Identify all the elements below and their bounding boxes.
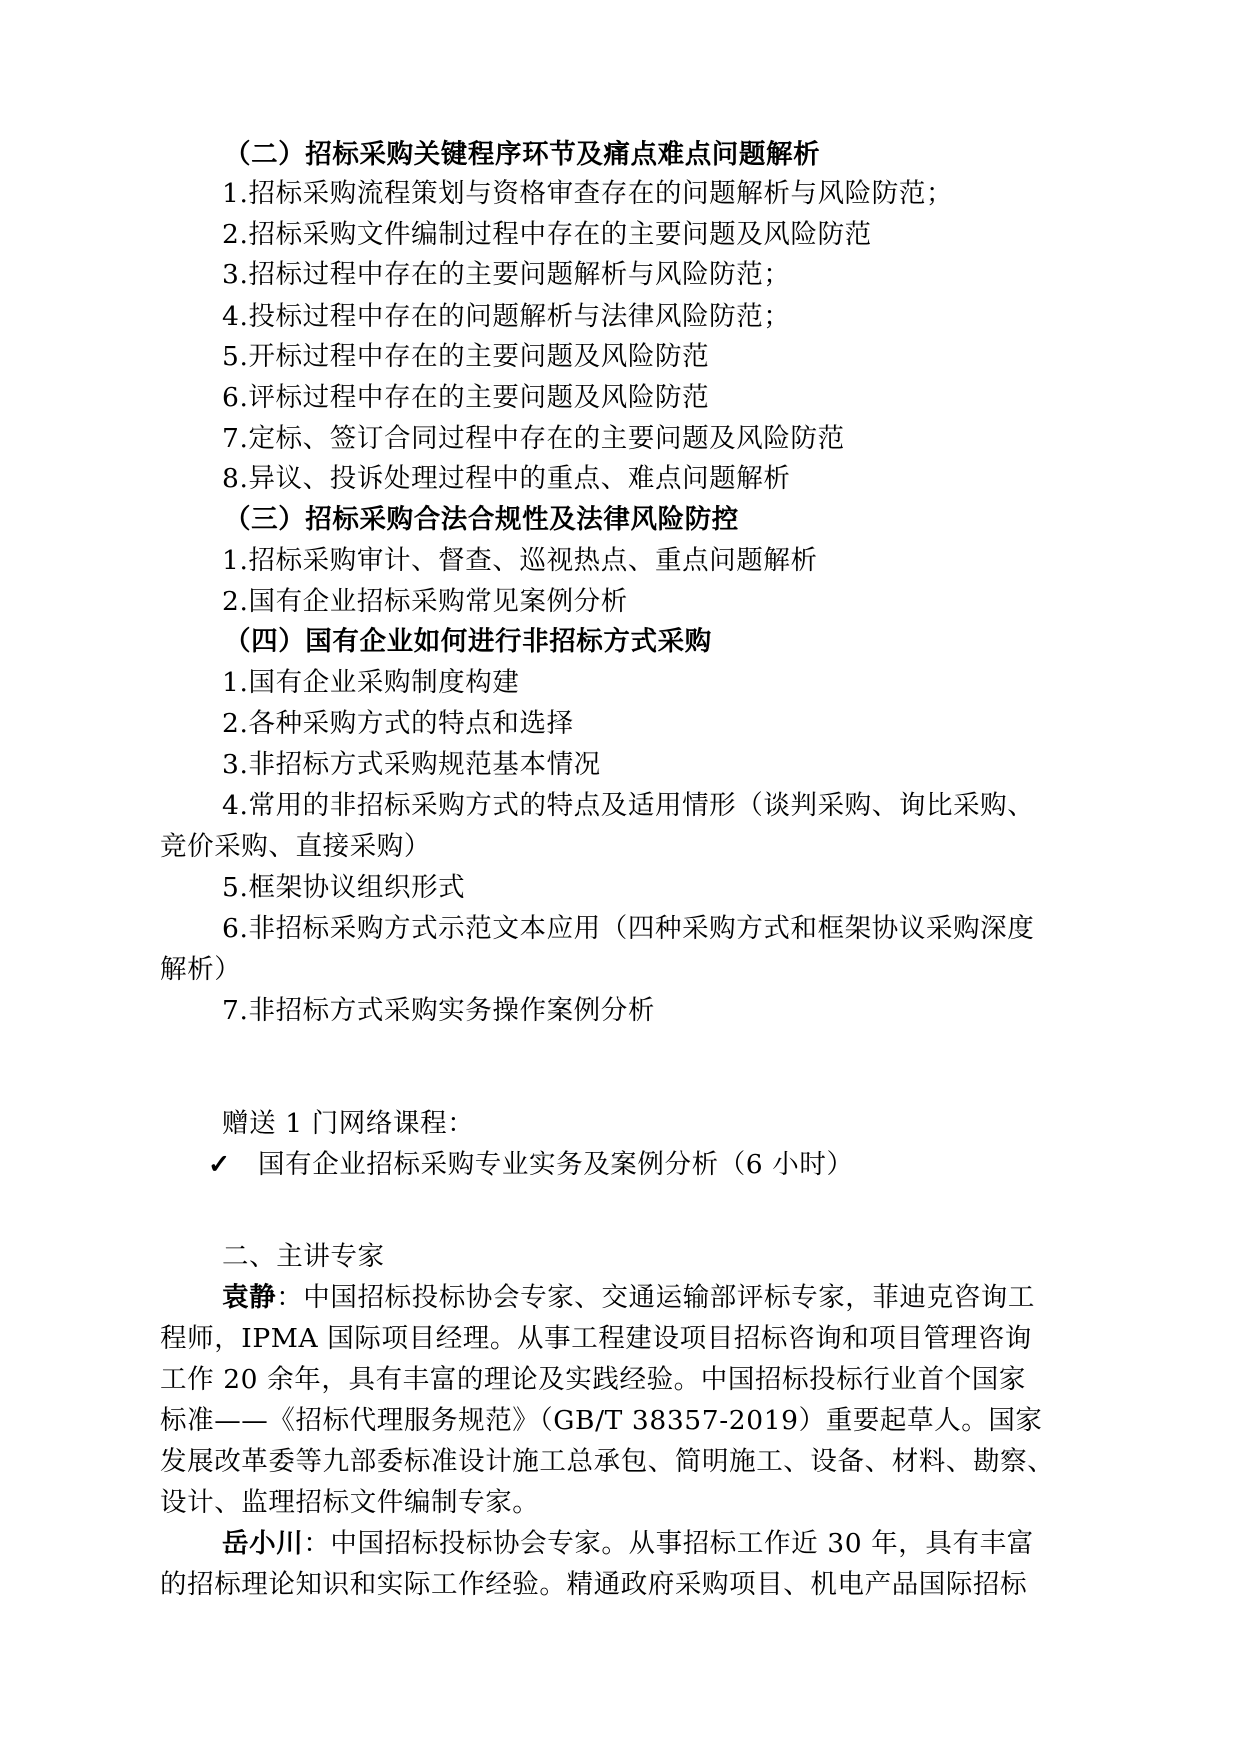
expert-bio-text: 的招标理论知识和实际工作经验。精通政府采购项目、机电产品国际招标 [160, 1569, 1028, 1600]
list-item-continuation: 解析） [160, 954, 242, 985]
expert-name: 袁静 [222, 1282, 277, 1313]
list-item: 3.招标过程中存在的主要问题解析与风险防范； [222, 259, 791, 290]
list-item: 4.投标过程中存在的问题解析与法律风险防范； [222, 301, 791, 332]
section-heading-compliance: （三）招标采购合法合规性及法律风险防控 [224, 504, 739, 535]
list-item: 3.非招标方式采购规范基本情况 [222, 749, 601, 780]
list-item: 1.招标采购审计、督查、巡视热点、重点问题解析 [222, 545, 818, 576]
expert-name: 岳小川 [222, 1528, 304, 1559]
bonus-intro: 赠送 1 门网络课程： [222, 1108, 475, 1139]
expert-bio-text: 标准——《招标代理服务规范》（GB/T 38357-2019）重要起草人。国家 [160, 1405, 1043, 1436]
list-item: 2.国有企业招标采购常见案例分析 [222, 586, 628, 617]
list-item: 2.招标采购文件编制过程中存在的主要问题及风险防范 [222, 219, 872, 250]
list-item: 6.评标过程中存在的主要问题及风险防范 [222, 382, 710, 413]
expert-yue-line [222, 1524, 1034, 1564]
list-item: 2.各种采购方式的特点和选择 [222, 708, 574, 739]
list-item: 6.非招标采购方式示范文本应用（四种采购方式和框架协议采购深度 [222, 913, 1035, 944]
expert-yuan-line [222, 1278, 1035, 1318]
expert-bio-text: 工作 20 余年，具有丰富的理论及实践经验。中国招标投标行业首个国家 [160, 1364, 1026, 1395]
expert-bio-text: 程师，IPMA 国际项目经理。从事工程建设项目招标咨询和项目管理咨询 [160, 1323, 1032, 1354]
list-item-continuation: 竞价采购、直接采购） [160, 831, 431, 862]
expert-bio-text: ：中国招标投标协会专家、交通运输部评标专家，菲迪克咨询工 [276, 1282, 1036, 1313]
experts-heading: 二、主讲专家 [222, 1241, 385, 1272]
expert-bio-text: 发展改革委等九部委标准设计施工总承包、简明施工、设备、材料、勘察、 [160, 1446, 1055, 1477]
list-item: 4.常用的非招标采购方式的特点及适用情形（谈判采购、询比采购、 [222, 790, 1035, 821]
section-heading-procedures: （二）招标采购关键程序环节及痛点难点问题解析 [224, 139, 821, 170]
list-item: 1.招标采购流程策划与资格审查存在的问题解析与风险防范； [222, 178, 954, 209]
list-item: 7.定标、签订合同过程中存在的主要问题及风险防范 [222, 423, 845, 454]
list-item: 8.异议、投诉处理过程中的重点、难点问题解析 [222, 463, 791, 494]
list-item: 1.国有企业采购制度构建 [222, 667, 520, 698]
bonus-course-item [208, 1145, 854, 1185]
list-item: 7.非招标方式采购实务操作案例分析 [222, 995, 655, 1026]
bonus-course-title: 国有企业招标采购专业实务及案例分析（6 小时） [258, 1149, 854, 1180]
checkmark-icon: ✓ [208, 1149, 231, 1180]
expert-bio-text: ：中国招标投标协会专家。从事招标工作近 30 年，具有丰富 [303, 1528, 1034, 1559]
section-heading-non-tender: （四）国有企业如何进行非招标方式采购 [224, 626, 712, 657]
expert-bio-text: 设计、监理招标文件编制专家。 [160, 1487, 540, 1518]
list-item: 5.框架协议组织形式 [222, 872, 466, 903]
list-item: 5.开标过程中存在的主要问题及风险防范 [222, 341, 710, 372]
